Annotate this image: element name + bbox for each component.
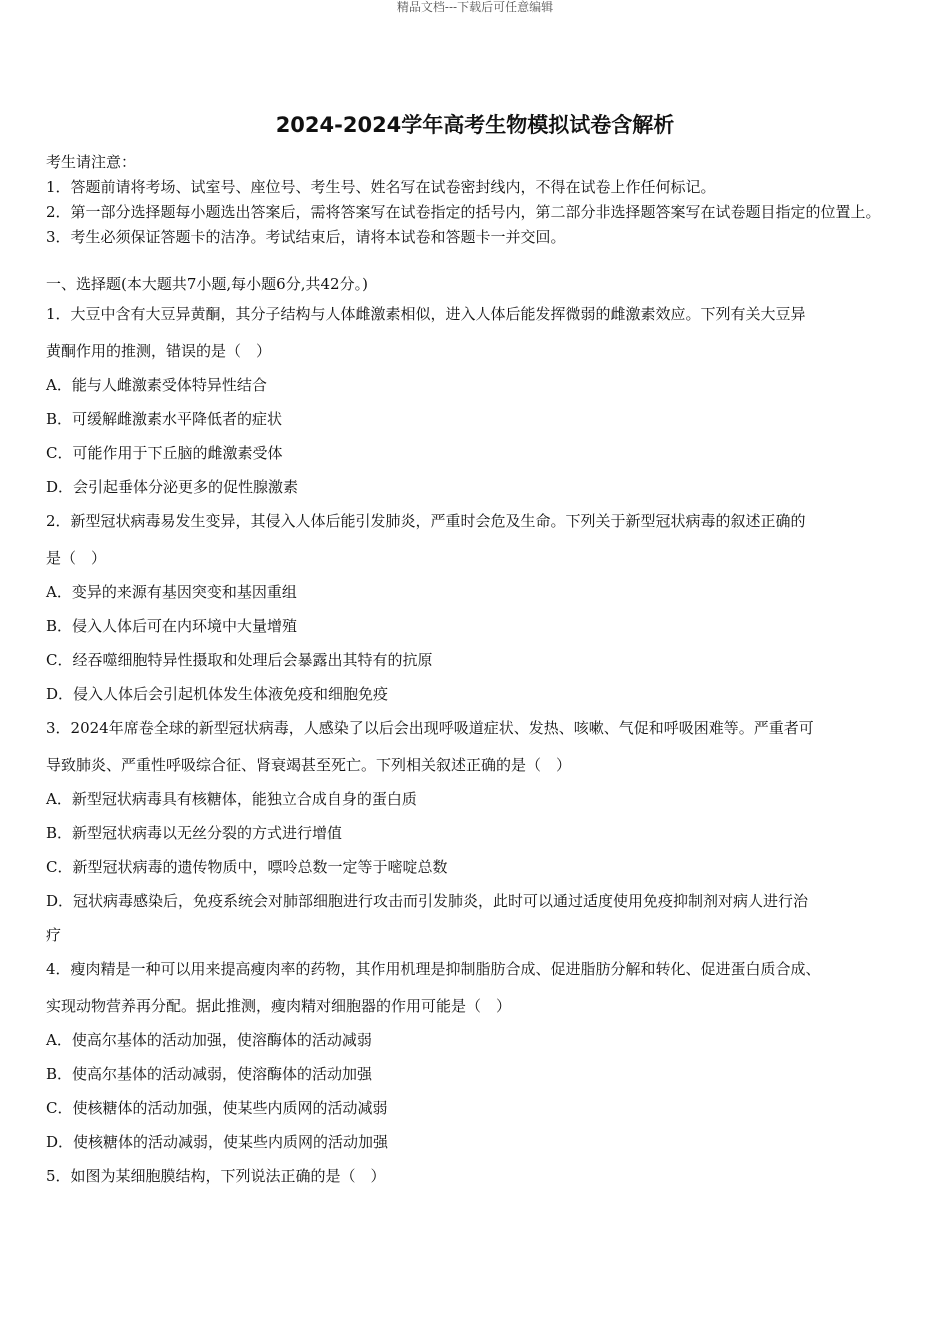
question-stem-line: 5．如图为某细胞膜结构，下列说法正确的是（ ） xyxy=(46,1167,386,1185)
page-title: 2024-2024学年高考生物模拟试卷含解析 xyxy=(275,113,675,137)
question-option: B．使高尔基体的活动减弱，使溶酶体的活动加强 xyxy=(46,1065,373,1083)
question-option: 疗 xyxy=(46,926,62,944)
question-stem-line: 4．瘦肉精是一种可以用来提高瘦肉率的药物，其作用机理是抑制脂肪合成、促进脂肪分解和转化、促进蛋白质合成、 xyxy=(46,960,821,978)
question-option: C．使核糖体的活动加强，使某些内质网的活动减弱 xyxy=(46,1099,388,1117)
question-option: C．新型冠状病毒的遗传物质中，嘌呤总数一定等于嘧啶总数 xyxy=(46,858,448,876)
document-body xyxy=(46,150,904,1193)
question-stem-line: 1．大豆中含有大豆异黄酮，其分子结构与人体雌激素相似，进入人体后能发挥微弱的雌激素效应。下列有关大豆异 xyxy=(46,305,806,323)
question xyxy=(46,297,904,504)
question-option: C．可能作用于下丘脑的雌激素受体 xyxy=(46,444,283,462)
question xyxy=(46,711,904,952)
question-option: D．冠状病毒感染后，免疫系统会对肺部细胞进行攻击而引发肺炎，此时可以通过适度使用免疫抑制剂对病人进行治 xyxy=(46,892,809,910)
notice-item: 2．第一部分选择题每小题选出答案后，需将答案写在试卷指定的括号内，第二部分非选择题答案写在试卷题目指定的位置上。 xyxy=(46,203,881,221)
page-header-note: 精品文档---下载后可任意编辑 xyxy=(396,0,554,14)
question-option: A．新型冠状病毒具有核糖体，能独立合成自身的蛋白质 xyxy=(46,790,417,808)
question-option: A．使高尔基体的活动加强，使溶酶体的活动减弱 xyxy=(46,1031,372,1049)
notice-item: 1．答题前请将考场、试室号、座位号、考生号、姓名写在试卷密封线内，不得在试卷上作任何标记。 xyxy=(46,178,716,196)
question xyxy=(46,504,904,711)
notice-item: 3．考生必须保证答题卡的洁净。考试结束后，请将本试卷和答题卡一并交回。 xyxy=(46,228,566,246)
question-stem-line: 2．新型冠状病毒易发生变异，其侵入人体后能引发肺炎，严重时会危及生命。下列关于新型冠状病毒的叙述正确的 xyxy=(46,512,806,530)
question xyxy=(46,952,904,1159)
question-option: B．新型冠状病毒以无丝分裂的方式进行增值 xyxy=(46,824,343,842)
question-option: A．变异的来源有基因突变和基因重组 xyxy=(46,583,297,601)
question-option: B．侵入人体后可在内环境中大量增殖 xyxy=(46,617,298,635)
question-option: D．侵入人体后会引起机体发生体液免疫和细胞免疫 xyxy=(46,685,389,703)
question-option: D．使核糖体的活动减弱，使某些内质网的活动加强 xyxy=(46,1133,389,1151)
question-stem-line: 3．2024年席卷全球的新型冠状病毒，人感染了以后会出现呼吸道症状、发热、咳嗽、气促和呼吸困难等。严重者可 xyxy=(46,719,814,737)
question-option: C．经吞噬细胞特异性摄取和处理后会暴露出其特有的抗原 xyxy=(46,651,433,669)
question-stem-line: 实现动物营养再分配。据此推测，瘦肉精对细胞器的作用可能是（ ） xyxy=(46,997,512,1015)
question-option: A．能与人雌激素受体特异性结合 xyxy=(46,376,267,394)
question-option: D．会引起垂体分泌更多的促性腺激素 xyxy=(46,478,299,496)
notice-block xyxy=(46,150,904,250)
question-stem-line: 导致肺炎、严重性呼吸综合征、肾衰竭甚至死亡。下列相关叙述正确的是（ ） xyxy=(46,756,572,774)
question xyxy=(46,1159,904,1193)
notice-heading: 考生请注意： xyxy=(46,153,137,171)
question-stem-line: 黄酮作用的推测，错误的是（ ） xyxy=(46,342,272,360)
section-heading: 一、选择题(本大题共7小题,每小题6分,共42分。) xyxy=(46,275,368,293)
question-stem-line: 是（ ） xyxy=(46,549,107,567)
question-option: B．可缓解雌激素水平降低者的症状 xyxy=(46,410,283,428)
section-gap xyxy=(46,250,904,272)
